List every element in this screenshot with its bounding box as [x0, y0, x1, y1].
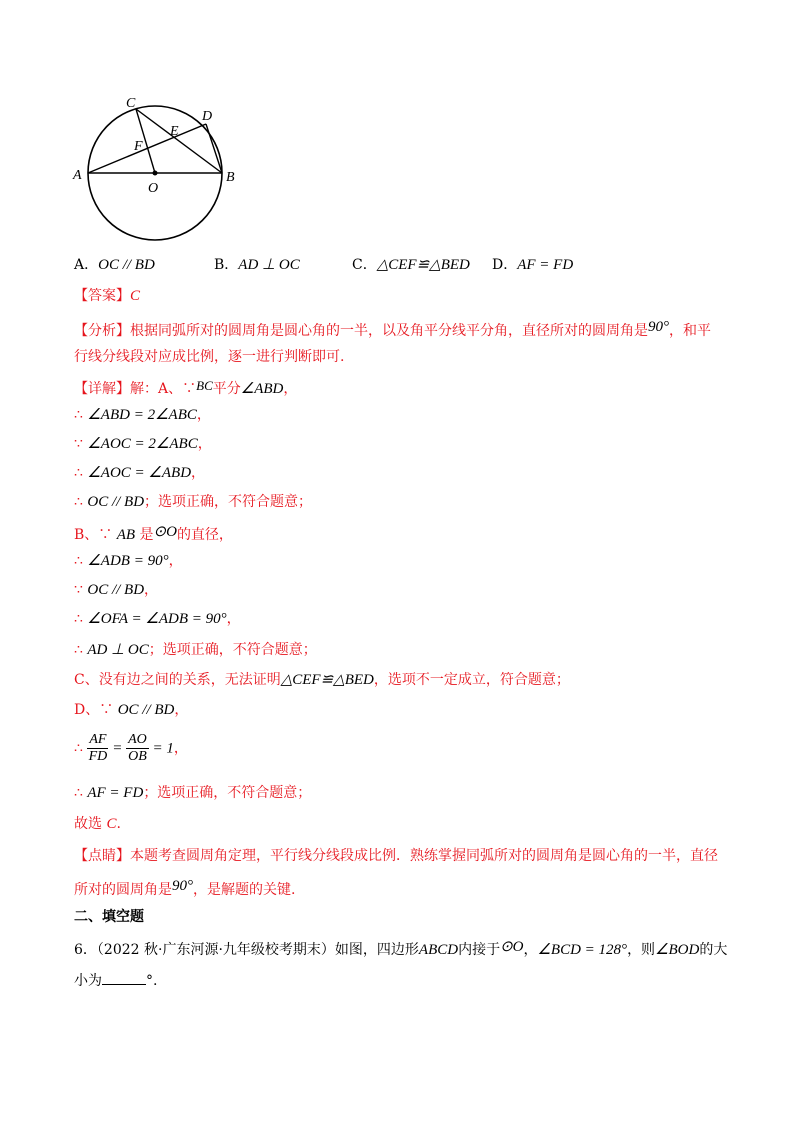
- detail-text: 是: [135, 527, 154, 543]
- detail-math: ⊙O: [153, 524, 177, 540]
- detail-line-14: [74, 783, 311, 803]
- detail-text: 解：A、∵: [130, 381, 197, 397]
- analysis-line-2: [74, 347, 344, 367]
- detail-math: AF = FD: [87, 785, 144, 801]
- label-d: D: [202, 109, 213, 124]
- analysis-text-2: 行线分线段对应成比例，逐一进行判断即可.: [74, 349, 345, 365]
- detail-text: C、没有边之间的关系，无法证明: [74, 672, 281, 688]
- answer-value: C: [130, 288, 141, 304]
- detail-text: 的直径，: [176, 527, 233, 543]
- detail-text: D、∵: [74, 702, 118, 718]
- option-a-prefix: A．: [74, 257, 99, 273]
- detail-line-7: [74, 551, 183, 571]
- comment-text-2b: ，是解题的关键.: [193, 882, 296, 898]
- answer-blank[interactable]: [102, 970, 146, 985]
- detail-text: 平分: [212, 381, 241, 397]
- detail-math: C: [106, 816, 117, 832]
- analysis-deg: 90°: [648, 319, 669, 335]
- comment-text-2a: 所对的圆周角是: [74, 882, 172, 898]
- detail-math: ∠ADB = 90°: [87, 553, 169, 569]
- question-6-line-1: [74, 937, 727, 960]
- detail-text: ，: [173, 740, 188, 757]
- answer-line: [74, 286, 140, 306]
- detail-math: ∠ABD: [240, 381, 284, 397]
- detail-line-6: [74, 522, 233, 545]
- detail-text: B、∵: [74, 527, 117, 543]
- label-a: A: [73, 168, 82, 183]
- detail-line-4: [74, 463, 205, 483]
- circle-figure: [70, 92, 250, 262]
- fraction-num: AF: [89, 732, 107, 747]
- label-f: F: [134, 139, 143, 154]
- detail-text: ∴: [74, 740, 88, 757]
- detail-line-10: [74, 640, 317, 660]
- detail-text: ∵: [74, 436, 88, 452]
- question-text: 的大: [699, 942, 728, 958]
- detail-math: OC // BD: [87, 582, 145, 598]
- fraction-den: FD: [88, 749, 108, 764]
- detail-text: ；选项正确，不符合题意；: [144, 494, 313, 510]
- detail-text: ∵: [74, 582, 88, 598]
- detail-line-3: [74, 434, 212, 454]
- detail-text: ，选项不一定成立，符合题意；: [373, 672, 570, 688]
- detail-text: ，: [196, 407, 211, 423]
- answer-tag: 【答案】: [74, 288, 130, 304]
- detail-line-1: [74, 376, 297, 399]
- detail-line-13: [74, 732, 188, 765]
- detail-math: =: [108, 740, 127, 757]
- detail-line-12: [74, 700, 188, 720]
- detail-tag: 【详解】: [74, 381, 130, 397]
- detail-line-5: [74, 492, 312, 512]
- detail-text: ，: [174, 702, 189, 718]
- question-text: °.: [146, 973, 158, 989]
- question-text: ，则: [627, 942, 656, 958]
- detail-text: ，: [144, 582, 159, 598]
- option-a-math: OC // BD: [98, 257, 155, 273]
- label-e: E: [170, 124, 179, 139]
- detail-text: ；选项正确，不符合题意；: [148, 642, 317, 658]
- option-d: [492, 255, 573, 275]
- option-c-math: △CEF≌△BED: [376, 257, 470, 273]
- comment-line-2: [74, 876, 295, 900]
- question-text: （2022 秋·广东河源·九年级校考期末）如图，四边形: [96, 942, 419, 958]
- section-title: 二、填空题: [74, 909, 144, 925]
- fraction-num: AO: [128, 732, 147, 747]
- detail-text: ∴: [74, 611, 88, 627]
- center-point: [153, 171, 158, 176]
- detail-math: AB: [116, 527, 136, 543]
- detail-math: △CEF≌△BED: [280, 672, 374, 688]
- detail-math: AD ⊥ OC: [87, 642, 149, 658]
- fraction-ao-ob: [126, 732, 149, 765]
- question-text: 内接于: [458, 942, 501, 958]
- question-math: ⊙O: [500, 939, 524, 955]
- option-c-prefix: C．: [352, 257, 377, 273]
- option-a: [74, 255, 155, 275]
- detail-line-2: [74, 405, 211, 425]
- question-text: ，: [523, 942, 538, 958]
- detail-text: ，: [283, 381, 298, 397]
- detail-text: 故选: [74, 816, 107, 832]
- option-d-math: AF = FD: [517, 257, 574, 273]
- detail-math: BC: [196, 378, 213, 393]
- detail-math: ∠AOC = ∠ABD: [87, 465, 192, 481]
- detail-text: ∴: [74, 407, 88, 423]
- detail-line-15: [74, 814, 121, 834]
- analysis-text-1b: ，和平: [669, 323, 711, 339]
- detail-math: = 1: [148, 740, 174, 757]
- detail-line-9: [74, 609, 241, 629]
- detail-text: ，: [226, 611, 241, 627]
- detail-text: ；选项正确，不符合题意；: [143, 785, 312, 801]
- option-c: [352, 255, 470, 275]
- detail-text: ，: [197, 436, 212, 452]
- detail-text: ∴: [74, 553, 88, 569]
- analysis-tag: 【分析】: [74, 323, 130, 339]
- segment-bd: [206, 124, 222, 173]
- detail-text: ，: [168, 553, 183, 569]
- question-math: ∠BCD = 128°: [537, 942, 628, 958]
- fraction-den: OB: [128, 749, 147, 764]
- detail-math: OC // BD: [117, 702, 175, 718]
- detail-text: ，: [191, 465, 206, 481]
- fraction-af-fd: [87, 732, 108, 765]
- detail-math: ∠OFA = ∠ADB = 90°: [87, 611, 227, 627]
- detail-line-8: [74, 580, 158, 600]
- label-b: B: [226, 170, 235, 185]
- comment-line-1: [74, 846, 718, 866]
- detail-math: OC // BD: [87, 494, 145, 510]
- label-o: O: [148, 181, 159, 196]
- option-b-prefix: B．: [214, 257, 239, 273]
- comment-text-1: 本题考查圆周角定理，平行线分线段成比例．熟练掌握同弧所对的圆周角是圆心角的一半，直径: [130, 848, 718, 864]
- analysis-line-1: [74, 317, 711, 341]
- question-math: ∠BOD: [655, 942, 700, 958]
- detail-text: ∴: [74, 785, 88, 801]
- question-number: 6．: [74, 942, 97, 958]
- detail-text: ∴: [74, 465, 88, 481]
- option-b: [214, 255, 300, 275]
- detail-text: .: [116, 816, 121, 832]
- option-d-prefix: D．: [492, 257, 518, 273]
- label-c: C: [126, 96, 136, 111]
- detail-text: ∴: [74, 642, 88, 658]
- question-text: 小为: [74, 973, 102, 989]
- detail-math: ∠ABD = 2∠ABC: [87, 407, 197, 423]
- detail-line-11: [74, 670, 570, 690]
- option-b-math: AD ⊥ OC: [238, 257, 300, 273]
- question-6-line-2: [74, 970, 157, 991]
- question-math: ABCD: [418, 942, 459, 958]
- comment-deg: 90°: [172, 878, 193, 894]
- detail-text: ∴: [74, 494, 88, 510]
- detail-math: ∠AOC = 2∠ABC: [87, 436, 198, 452]
- comment-tag: 【点睛】: [74, 848, 130, 864]
- analysis-text-1a: 根据同弧所对的圆周角是圆心角的一半，以及角平分线平分角，直径所对的圆周角是: [130, 323, 648, 339]
